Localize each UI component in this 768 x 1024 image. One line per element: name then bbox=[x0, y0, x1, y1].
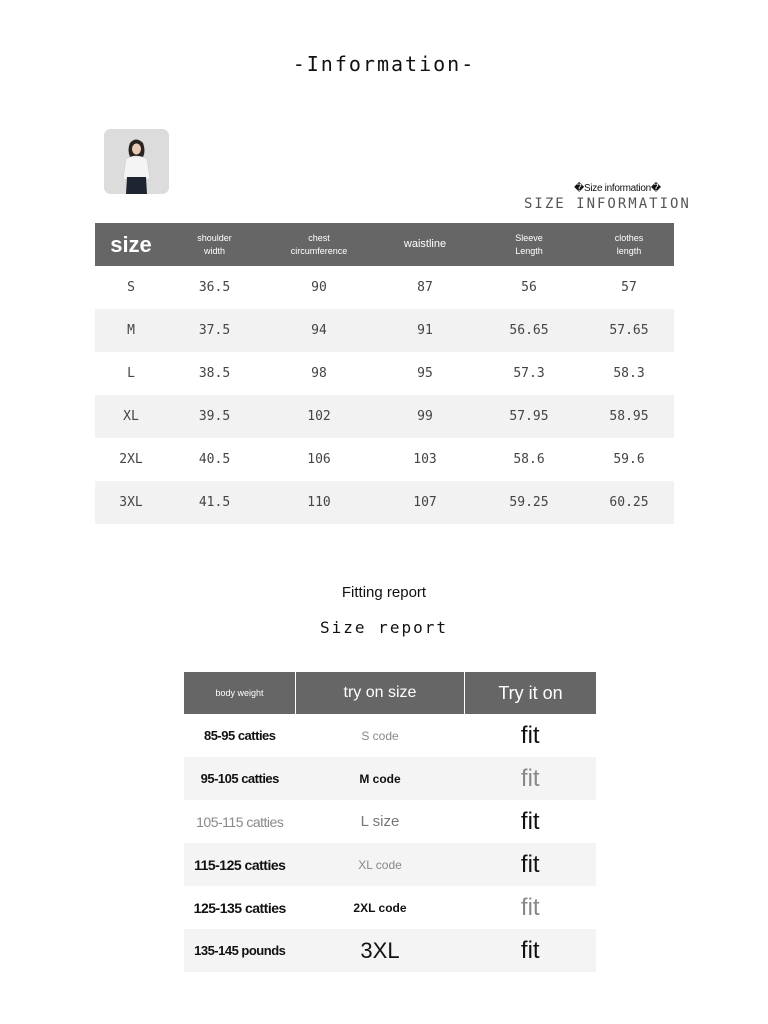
table-row bbox=[184, 929, 596, 972]
cell-size: 3XL bbox=[95, 481, 167, 524]
cell-size: 2XL bbox=[119, 452, 143, 467]
cell-shoulder: 36.5 bbox=[198, 280, 231, 295]
cell-fit: fit bbox=[465, 757, 597, 800]
cell-waist: 99 bbox=[376, 395, 474, 438]
table-row bbox=[184, 714, 596, 757]
cell-length: 57 bbox=[621, 280, 637, 295]
cell-fit: fit bbox=[465, 929, 597, 972]
cell-size: M bbox=[95, 309, 167, 352]
cell-shoulder: 41.5 bbox=[167, 481, 262, 524]
table-row bbox=[95, 352, 674, 395]
cell-weight: 115-125 catties bbox=[184, 843, 296, 886]
header-waistline: waistline bbox=[376, 223, 474, 266]
size-report-subtitle: Size report bbox=[320, 618, 448, 637]
table-row bbox=[95, 266, 674, 309]
cell-sleeve: 57.95 bbox=[474, 395, 584, 438]
cell-length: 59.6 bbox=[613, 452, 645, 467]
cell-try-size: S code bbox=[361, 728, 399, 743]
cell-chest: 110 bbox=[262, 481, 376, 524]
size-table bbox=[95, 223, 674, 524]
cell-chest: 90 bbox=[311, 280, 327, 295]
cell-try-size: L size bbox=[360, 813, 400, 830]
cell-waist: 103 bbox=[413, 452, 437, 467]
header-size: size bbox=[95, 223, 167, 266]
table-row bbox=[95, 395, 674, 438]
table-row bbox=[95, 438, 674, 481]
cell-weight: 85-95 catties bbox=[203, 728, 276, 743]
cell-shoulder: 40.5 bbox=[198, 452, 231, 467]
cell-fit: fit bbox=[520, 807, 540, 835]
cell-waist: 91 bbox=[376, 309, 474, 352]
cell-weight: 135-145 pounds bbox=[184, 929, 296, 972]
fitting-report-title: Fitting report bbox=[341, 584, 427, 601]
size-table-header bbox=[95, 223, 674, 266]
header-chest-circumference: chest circumference bbox=[262, 223, 376, 266]
header-body-weight: body weight bbox=[184, 672, 296, 714]
table-row bbox=[95, 309, 674, 352]
cell-sleeve: 58.6 bbox=[513, 452, 545, 467]
cell-size: XL bbox=[95, 395, 167, 438]
cell-length: 58.95 bbox=[584, 395, 674, 438]
cell-shoulder: 39.5 bbox=[167, 395, 262, 438]
cell-shoulder: 37.5 bbox=[167, 309, 262, 352]
model-thumbnail bbox=[104, 129, 169, 194]
cell-chest: 98 bbox=[311, 366, 327, 381]
cell-fit: fit bbox=[465, 843, 597, 886]
cell-weight: 125-135 catties bbox=[193, 899, 286, 916]
table-row bbox=[184, 886, 596, 929]
header-sleeve-length: Sleeve Length bbox=[474, 223, 584, 266]
cell-length: 58.3 bbox=[613, 366, 645, 381]
cell-sleeve: 56.65 bbox=[474, 309, 584, 352]
cell-try-size: M code bbox=[296, 757, 465, 800]
table-row bbox=[184, 843, 596, 886]
header-shoulder-width: shoulder width bbox=[167, 223, 262, 266]
size-info-label: �Size information� bbox=[574, 183, 661, 194]
cell-length: 60.25 bbox=[584, 481, 674, 524]
fitting-table bbox=[184, 672, 596, 972]
cell-waist: 107 bbox=[376, 481, 474, 524]
cell-fit: fit bbox=[520, 721, 540, 749]
cell-try-size: 2XL code bbox=[353, 900, 407, 915]
cell-waist: 95 bbox=[417, 366, 433, 381]
size-info-heading: SIZE INFORMATION bbox=[524, 196, 691, 212]
cell-sleeve: 57.3 bbox=[513, 366, 545, 381]
cell-chest: 102 bbox=[262, 395, 376, 438]
page-title: -Information- bbox=[292, 52, 476, 76]
cell-try-size: XL code bbox=[296, 843, 465, 886]
cell-shoulder: 38.5 bbox=[198, 366, 231, 381]
header-try-on-size: try on size bbox=[296, 672, 465, 714]
cell-sleeve: 59.25 bbox=[474, 481, 584, 524]
cell-chest: 106 bbox=[307, 452, 331, 467]
cell-fit: fit bbox=[520, 893, 540, 921]
cell-weight: 95-105 catties bbox=[184, 757, 296, 800]
table-row bbox=[184, 757, 596, 800]
table-row bbox=[184, 800, 596, 843]
fitting-table-header bbox=[184, 672, 596, 714]
cell-sleeve: 56 bbox=[521, 280, 537, 295]
cell-chest: 94 bbox=[262, 309, 376, 352]
table-row bbox=[95, 481, 674, 524]
cell-waist: 87 bbox=[417, 280, 433, 295]
cell-try-size: 3XL bbox=[296, 929, 465, 972]
model-photo-icon bbox=[104, 129, 169, 194]
header-clothes-length: clothes length bbox=[584, 223, 674, 266]
cell-size: S bbox=[127, 280, 135, 295]
cell-weight: 105-115 catties bbox=[196, 813, 284, 830]
cell-size: L bbox=[127, 366, 135, 381]
header-try-it-on: Try it on bbox=[465, 672, 597, 714]
cell-length: 57.65 bbox=[584, 309, 674, 352]
